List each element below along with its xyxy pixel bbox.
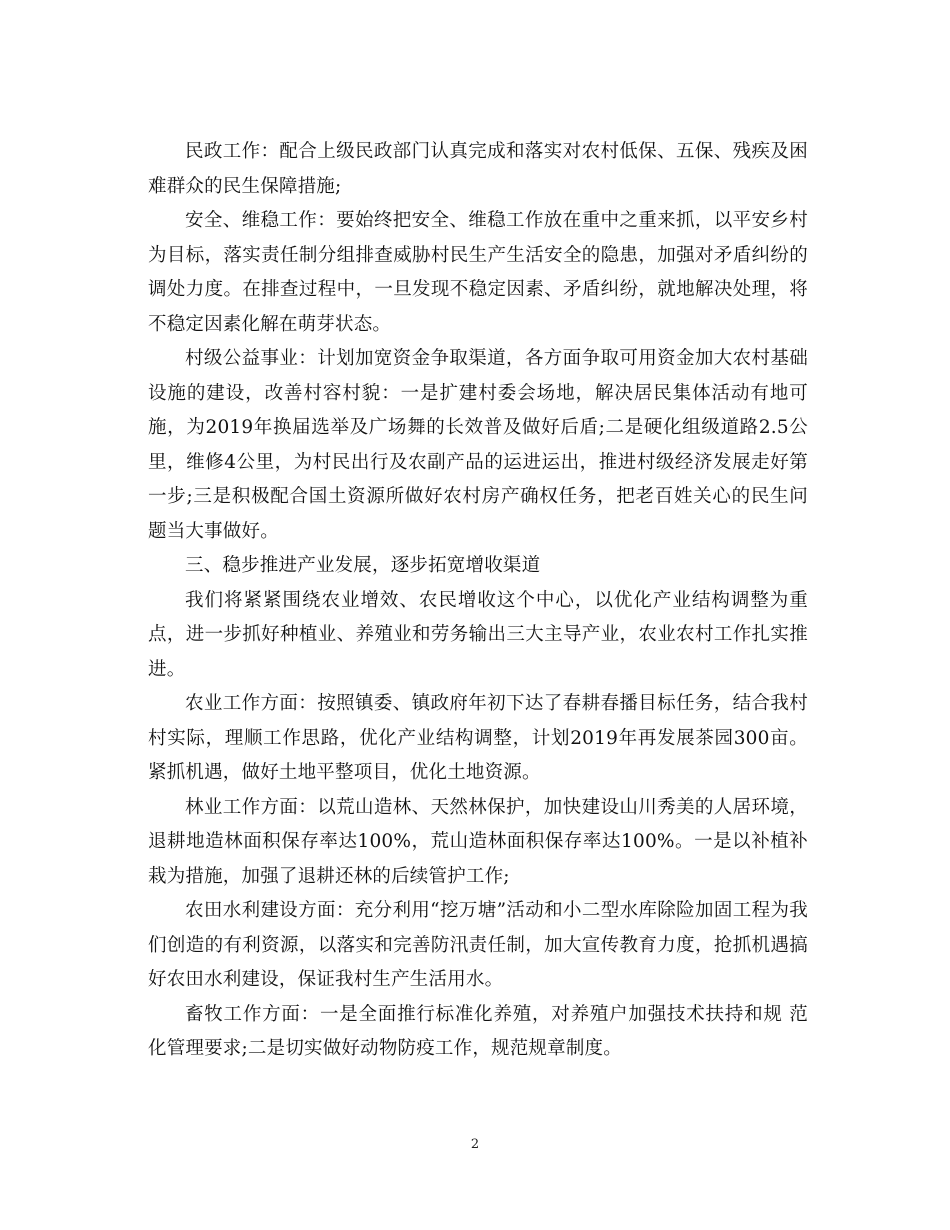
section-heading-industry: 三、稳步推进产业发展，逐步拓宽增收渠道 [185,555,541,576]
paragraph-forestry: 林业工作方面：以荒山造林、天然林保护，加快建设山川秀美的人居环境，退耕地造林面积保存率达100%，荒山造林面积保存率达100%。一是以补植补栽为措施，加强了退耕还林的后续管护工作; [148,796,808,887]
paragraph-public-welfare: 村级公益事业：计划加宽资金争取渠道，各方面争取可用资金加大农村基础设施的建设，改善村容村貌：一是扩建村委会场地，解决居民集体活动有地可施，为2019年换届选举及广场舞的长效普及做好后盾;二是硬化组级道路2.5公里，维修4公里，为村民出行及农副产品的运进运出，推进村级经济发展走好第一步;三是积极配合国土资源所做好农村房产确权任务，把老百姓关心的民生问题当大事做好。 [148,348,808,542]
paragraph-agriculture: 农业工作方面：按照镇委、镇政府年初下达了春耕春播目标任务，结合我村村实际，理顺工作思路，优化产业结构调整，计划2019年再发展茶园300亩。紧抓机遇，做好土地平整项目，优化土地资源。 [148,693,808,783]
paragraph-safety-stability: 安全、维稳工作：要始终把安全、维稳工作放在重中之重来抓，以平安乡村为目标，落实责任制分组排查威胁村民生产生活安全的隐患，加强对矛盾纠纷的调处力度。在排查过程中，一旦发现不稳定因素、矛盾纠纷，就地解决处理，将不稳定因素化解在萌芽状态。 [148,210,808,335]
paragraph-animal-husbandry: 畜牧工作方面：一是全面推行标准化养殖，对养殖户加强技术扶持和规 范化管理要求;二是切实做好动物防疫工作，规范规章制度。 [148,1003,808,1059]
document-body [148,135,808,1067]
paragraph-civil-affairs: 民政工作：配合上级民政部门认真完成和落实对农村低保、五保、残疾及困难群众的民生保障措施; [148,141,808,197]
page-number: 2 [470,1137,480,1152]
paragraph-industry-intro: 我们将紧紧围绕农业增效、农民增收这个中心，以优化产业结构调整为重点，进一步抓好种植业、养殖业和劳务输出三大主导产业，农业农村工作扎实推进。 [148,589,808,680]
paragraph-water-conservancy: 农田水利建设方面：充分利用“挖万塘”活动和小二型水库除险加固工程为我们创造的有利资源，以落实和完善防汛责任制，加大宣传教育力度，抢抓机遇搞好农田水利建设，保证我村生产生活用水。 [148,900,808,990]
